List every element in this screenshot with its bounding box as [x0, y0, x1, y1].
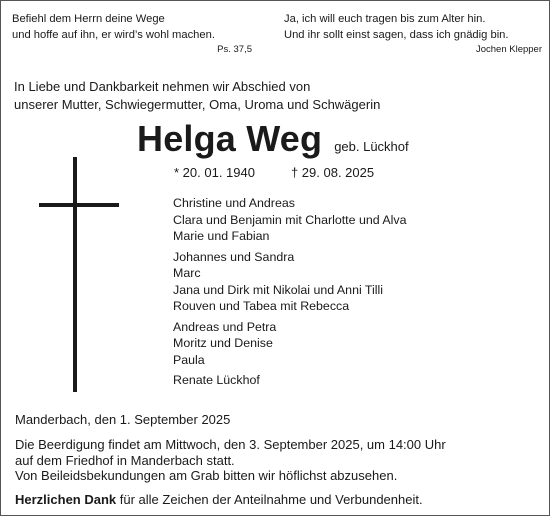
mourner-line: Paula: [173, 352, 205, 367]
mourners-list: [173, 195, 406, 393]
hymn-verse: [284, 12, 542, 57]
family-group: [173, 195, 406, 245]
verse-reference: Ps. 37,5: [217, 44, 252, 55]
burial-line: Von Beileidsbekundungen am Grab bitten wir höflichst abzusehen.: [15, 468, 398, 483]
family-group: [173, 372, 406, 389]
verse-line: Und ihr sollt einst sagen, dass ich gnädig bin.: [284, 28, 509, 41]
mourner-line: Clara und Benjamin mit Charlotte und Alva: [173, 212, 407, 227]
life-dates: [174, 165, 374, 180]
thanks-line: [15, 492, 423, 507]
intro-line: unserer Mutter, Schwiegermutter, Oma, Uroma und Schwägerin: [14, 96, 381, 112]
family-group: [173, 249, 406, 315]
verse-line: und hoffe auf ihn, er wird’s wohl machen.: [12, 28, 215, 41]
mourner-line: Andreas und Petra: [173, 319, 277, 334]
mourner-line: Marc: [173, 266, 201, 280]
deceased-name-line: [137, 118, 409, 160]
intro-text: [14, 78, 380, 113]
mourner-line: Marie und Fabian: [173, 229, 270, 243]
family-group: [173, 319, 406, 369]
burial-info: [15, 437, 545, 484]
burial-line: Die Beerdigung findet am Mittwoch, den 3. September 2025, um 14:00 Uhr: [15, 437, 446, 452]
bible-verse: [12, 12, 252, 57]
thanks-bold: Herzlichen Dank: [15, 492, 117, 507]
thanks-rest: für alle Zeichen der Anteilnahme und Verbundenheit.: [116, 492, 423, 507]
place-and-date: Manderbach, den 1. September 2025: [15, 412, 231, 427]
death-date: † 29. 08. 2025: [290, 165, 375, 180]
verse-line: Befiehl dem Herrn deine Wege: [12, 13, 165, 25]
intro-line: In Liebe und Dankbarkeit nehmen wir Abschied von: [14, 79, 311, 94]
mourner-line: Renate Lückhof: [173, 373, 260, 387]
mourner-line: Johannes und Sandra: [173, 249, 295, 264]
verse-author: Jochen Klepper: [475, 44, 542, 55]
mourner-line: Christine und Andreas: [173, 196, 295, 210]
mourner-line: Moritz und Denise: [173, 336, 273, 350]
birth-date: * 20. 01. 1940: [174, 165, 255, 180]
cross-icon: [39, 157, 119, 392]
burial-line: auf dem Friedhof in Manderbach statt.: [15, 452, 235, 468]
mourner-line: Jana und Dirk mit Nikolai und Anni Tilli: [173, 282, 384, 297]
mourner-line: Rouven und Tabea mit Rebecca: [173, 299, 350, 313]
verse-line: Ja, ich will euch tragen bis zum Alter hin.: [284, 13, 486, 25]
maiden-name: geb. Lückhof: [334, 139, 409, 154]
deceased-name: Helga Weg: [137, 118, 323, 159]
